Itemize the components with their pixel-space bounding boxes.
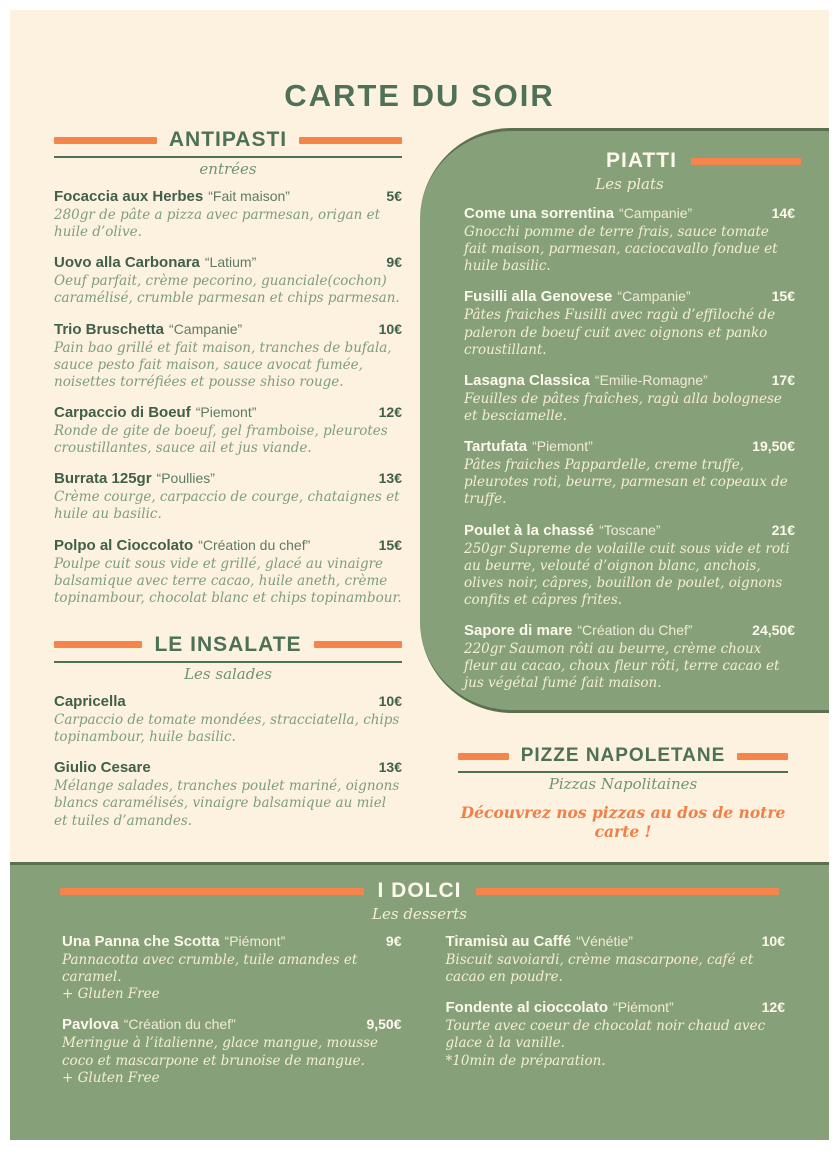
section-dolci (10, 862, 829, 1140)
item-description: Meringue à l’italienne, glace mangue, mousse coco et mascarpone et brunoise de mangue. (62, 1035, 378, 1069)
item-name: Una Panna che Scotta (62, 933, 220, 950)
item-name: Uovo alla Carbonara (54, 254, 200, 272)
pizze-note: Découvrez nos pizzas au dos de notre carte ! (460, 803, 786, 841)
item-origin: “Poullies” (156, 470, 215, 487)
item-name: Pavlova (62, 1016, 119, 1034)
menu-item (464, 205, 795, 275)
item-header (464, 372, 795, 389)
item-note: *10min de préparation. (445, 1052, 606, 1069)
item-price: 10€ (378, 692, 402, 709)
item-name: Capricella (54, 692, 126, 710)
item-name: Trio Bruschetta (54, 320, 165, 338)
menu-item (464, 288, 795, 358)
item-header (54, 404, 402, 421)
item-origin: “Toscane” (599, 521, 661, 538)
item-description: Pannacotta avec crumble, tuile amandes et caramel. (62, 952, 358, 986)
header-bar (314, 641, 402, 648)
item-name: Come una sorrentina (464, 205, 615, 222)
menu-item (54, 693, 402, 746)
menu-item (464, 438, 795, 508)
section-subtitle: Les salades (184, 664, 272, 683)
item-origin: “Création du Chef” (577, 622, 693, 639)
header-underline (54, 661, 402, 663)
header-bar (299, 137, 402, 144)
menu-page (10, 10, 829, 1140)
item-description: Biscuit savoiardi, crème mascarpone, café et cacao en poudre. (445, 952, 754, 986)
item-origin: “Latium” (204, 254, 257, 271)
item-description: Gnocchi pomme de terre frais, sauce tomate fait maison, parmesan, caciocavallo fondue et huile basilic. (464, 224, 778, 275)
item-origin: “Piémont” (224, 933, 286, 949)
item-description: 220gr Saumon rôti au beurre, crème choux fleur au cacao, choux fleur rôti, terre cacao et jus végétal fumé fait maison. (464, 641, 780, 692)
dolci-columns (10, 933, 829, 1100)
section-title: PIATTI (606, 149, 677, 172)
menu-item (54, 254, 402, 307)
section-piatti (420, 128, 829, 713)
item-header (54, 470, 402, 487)
item-price: 9€ (385, 933, 402, 949)
item-price: 12€ (761, 999, 785, 1016)
header-bar (54, 137, 157, 144)
header-bar (737, 753, 788, 760)
item-description: 250gr Supreme de volaille cuit sous vide et roti au beurre, velouté d’oignon blanc, anchois, olives noir, câpres, bouillon de poulet, oignons confits et câpres frites. (464, 540, 790, 608)
header-bar (691, 158, 801, 165)
menu-item (54, 188, 402, 241)
item-description: Oeuf parfait, crème pecorino, guanciale(cochon) caramélisé, crumble parmesan et chips parmesan. (54, 273, 400, 307)
item-description: Ronde de gite de boeuf, gel framboise, pleurotes croustillantes, sauce ail et jus viande. (54, 422, 388, 457)
item-header (54, 321, 402, 338)
section-subtitle: entrées (199, 160, 257, 178)
item-header (464, 438, 795, 455)
item-name: Poulet à la chassé (464, 521, 595, 539)
menu-item (446, 999, 786, 1069)
item-price: 5€ (386, 188, 402, 204)
item-description: Crème courge, carpaccio de courge, chataignes et huile au basilic. (54, 489, 400, 523)
item-price: 13€ (378, 759, 402, 776)
item-origin: “Vénétie” (576, 933, 633, 949)
dolci-right-column (446, 933, 786, 1100)
dolci-left-column (62, 933, 402, 1100)
item-name: Giulio Cesare (54, 759, 151, 777)
header-underline (458, 771, 788, 773)
item-name: Sapore di mare (464, 622, 573, 640)
section-subtitle: Les plats (595, 175, 664, 193)
item-header (54, 254, 402, 271)
page-title: CARTE DU SOIR (284, 78, 555, 113)
item-origin: “Création du chef” (198, 536, 311, 553)
item-price: 12€ (378, 403, 402, 420)
item-origin: “Création du chef” (123, 1016, 236, 1033)
item-description: 280gr de pâte a pizza avec parmesan, origan et huile d’olive. (54, 207, 381, 241)
menu-item (464, 622, 795, 692)
item-price: 14€ (771, 205, 795, 221)
item-name: Burrata 125gr (54, 470, 152, 488)
item-price: 10€ (761, 933, 785, 949)
item-price: 21€ (771, 521, 795, 538)
menu-item (464, 372, 795, 425)
section-title: ANTIPASTI (168, 128, 288, 151)
item-description: Pain bao grillé et fait maison, tranches de bufala, sauce pesto fait maison, sauce avocat fumée, noisettes torréfiées et pousse shiso rouge. (54, 339, 392, 390)
item-header (464, 288, 795, 305)
piatti-header (464, 149, 805, 173)
item-description: Poulpe cuit sous vide et grillé, glacé au vinaigre balsamique avec terre cacao, huile aneth, crème topinambour, chocolat blanc et chips topinambour. (54, 555, 402, 606)
item-description: Pâtes fraiches Pappardelle, creme truffe, pleurotes roti, beurre, parmesan et copeaux de truffe. (464, 457, 788, 508)
item-header (464, 522, 795, 539)
header-underline (54, 156, 402, 158)
item-name: Tiramisù au Caffé (445, 933, 572, 950)
item-price: 24,50€ (752, 622, 795, 639)
item-description: Tourte avec coeur de chocolat noir chaud avec glace à la vanille. (445, 1018, 766, 1052)
item-origin: “Campanie” (619, 205, 693, 221)
section-subtitle: Les desserts (372, 905, 467, 923)
item-name: Focaccia aux Herbes (54, 188, 204, 205)
section-insalate (54, 633, 402, 830)
menu-item (54, 470, 402, 523)
item-note: + Gluten Free (62, 1069, 160, 1086)
menu-item (54, 537, 402, 607)
menu-item (62, 933, 402, 1003)
section-subtitle: Pizzas Napolitaines (548, 775, 698, 793)
item-note: + Gluten Free (62, 986, 160, 1003)
item-name: Polpo al Cioccolato (54, 536, 194, 554)
header-bar (60, 888, 364, 895)
item-origin: “Campanie” (617, 288, 691, 305)
item-header (446, 933, 786, 950)
item-header (62, 1016, 402, 1033)
insalate-items (54, 693, 402, 830)
item-name: Fondente al cioccolato (445, 999, 609, 1017)
item-header (464, 622, 795, 639)
section-pizze (458, 745, 788, 841)
item-header (464, 205, 795, 222)
section-title: I DOLCI (377, 879, 462, 902)
antipasti-header (54, 128, 402, 152)
header-bar (476, 888, 780, 895)
menu-item (54, 404, 402, 457)
item-origin: “Piémont” (613, 999, 674, 1016)
item-price: 13€ (378, 470, 402, 487)
item-header (54, 759, 402, 776)
item-origin: “Piemont” (532, 438, 593, 455)
dolci-header (10, 879, 829, 903)
item-description: Mélange salades, tranches poulet mariné, oignons blancs caramélisés, vinaigre balsamique au miel et tuiles d’amandes. (54, 778, 400, 829)
item-header (62, 933, 402, 950)
menu-item (446, 933, 786, 986)
item-price: 9,50€ (366, 1016, 402, 1033)
section-antipasti (54, 128, 402, 607)
menu-item (62, 1016, 402, 1086)
piatti-items (464, 205, 795, 693)
left-column (54, 128, 402, 843)
insalate-header (54, 633, 402, 657)
item-origin: “Fait maison” (208, 188, 290, 204)
item-name: Tartufata (464, 438, 528, 456)
item-header (54, 537, 402, 554)
header-bar (54, 641, 142, 648)
item-header (54, 693, 402, 710)
item-price: 10€ (378, 320, 402, 337)
item-price: 17€ (771, 371, 795, 388)
item-price: 15€ (771, 288, 795, 305)
item-description: Pâtes fraiches Fusilli avec ragù d’effiloché de paleron de boeuf cuit avec oignons et panko croustillant. (464, 307, 776, 358)
antipasti-items (54, 188, 402, 607)
item-price: 19,50€ (752, 438, 795, 455)
menu-item (54, 759, 402, 829)
item-name: Lasagna Classica (464, 371, 590, 389)
menu-item (54, 321, 402, 391)
item-origin: “Piemont” (195, 403, 257, 420)
item-header (54, 188, 402, 205)
item-origin: “Campanie” (169, 320, 243, 337)
item-header (446, 999, 786, 1016)
pizze-header (458, 745, 788, 767)
section-title: PIZZE NAPOLETANE (520, 745, 726, 766)
item-description: Carpaccio de tomate mondées, stracciatella, chips topinambour, huile basilic. (54, 711, 400, 746)
item-description: Feuilles de pâtes fraîches, ragù alla bolognese et besciamelle. (464, 390, 782, 424)
item-origin: “Emilie-Romagne” (594, 371, 708, 388)
menu-item (464, 522, 795, 610)
item-price: 9€ (386, 254, 402, 271)
item-price: 15€ (378, 536, 402, 553)
header-bar (458, 753, 509, 760)
item-name: Carpaccio di Boeuf (54, 403, 191, 421)
item-name: Fusilli alla Genovese (464, 288, 613, 306)
section-title: LE INSALATE (154, 632, 302, 656)
